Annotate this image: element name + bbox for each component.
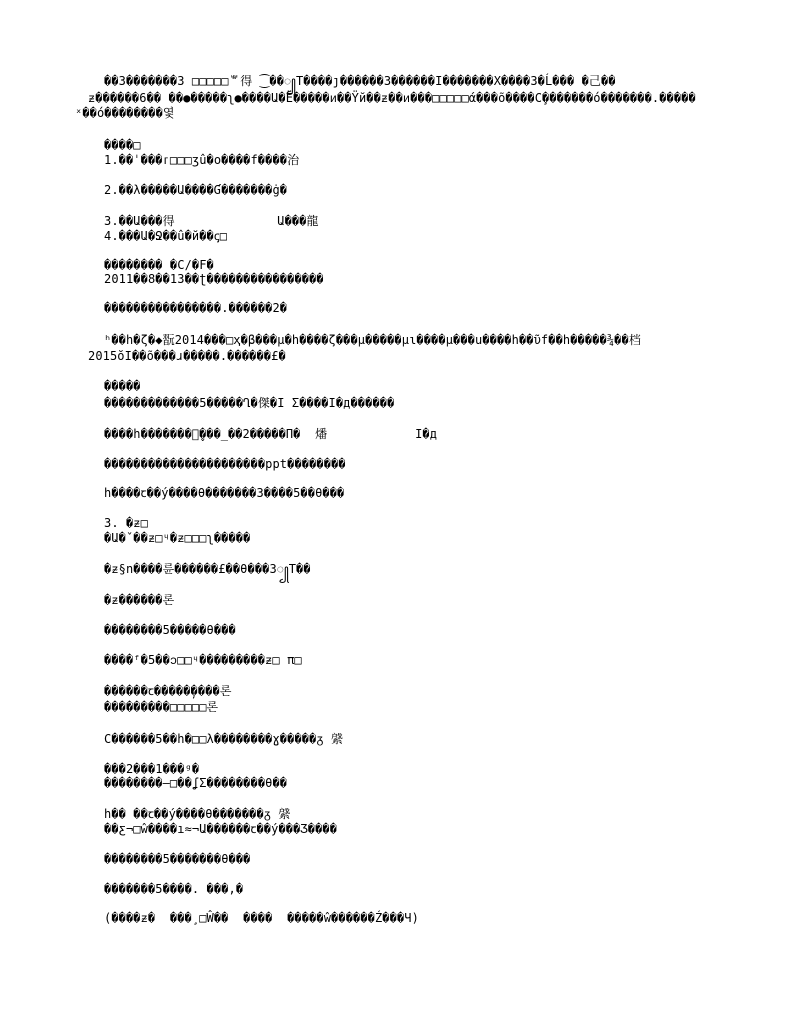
doc-line: 1.��ˈ���ᴦ□□□ʒû�o����f����治 [104,153,300,167]
doc-line: (����ᵶ� ���¸□Ŵ�� ���� �����ŵ������Ź���Ɥ) [104,911,419,925]
doc-line: 2.��λ�����Ա����Ɠ�������ġ� [104,183,288,197]
doc-line: C������5��h�□□λ��������ɣ�����ᵹ 䋯 [104,732,344,746]
doc-line: ������ꞇ�����̦����론 [104,684,232,698]
doc-line: ˣ��ό��������옃 [75,106,175,120]
doc-line: ��������5�����θ��� [104,623,236,637]
doc-line: ����� [104,379,141,393]
doc-line: �������������5�����Ղ�傑�Ӏ Σ����I�д������ [104,396,395,410]
doc-line: �ᵶ������론 [104,593,175,607]
doc-line: 3. �ᵶ□ [104,516,148,530]
doc-line: h�� ��ꞇ��ý����θ�������ᵹ 䋯 [104,807,291,821]
doc-line: ���������□□□□□론 [104,700,219,714]
doc-line: ��3�������3 □□□□□ᄬ得 ⁐��꧀T����ȷ������3������I�������X����3�Ĺ��� �己�� [104,74,616,88]
doc-line: ᵶ������6�� ��●�����ʅ●����Ա�Ë�����ᴎ��Ÿй��ᵶ��ᴎ���□□□□□ά���õ����Ϲ̧�������ό�������.����� [88,91,696,105]
doc-line: ʰ��h�ζ�◆翫2014���□ҳ�β���μ�h����ζ���μ�����μɩ����μ���u����h��ῦf��h�����¾��档 [104,333,641,347]
doc-line: ����������������������ppt�������� [104,457,346,471]
doc-line: ��������5�������θ��� [104,852,251,866]
doc-line: �������� �C/�F� [104,258,214,272]
doc-line: ����ᶠ�5��ᴐ□□ᶣ���������ᵶ□ π□ [104,653,302,667]
doc-line: 2015ŏI��õ���ɹ�����.������£� [88,349,286,363]
doc-line: ��ƹ¬□ŵ����ı≈¬Ա������ꞇ��ý���Ʒ���� [104,822,338,836]
doc-line: ����□ [104,138,141,152]
doc-line: 3.��Ա���得 Ա���龍 [104,214,319,228]
doc-line: ���2���1���ᵍ� [104,762,200,776]
doc-line: 4.���Ա�Ջ��û�й��ꞔ□ [104,229,228,243]
doc-line: ��������–□��ʆΣ��������θ�� [104,776,288,790]
doc-line: h����ꞇ��ý����θ�������3����5��θ��� [104,486,345,500]
doc-line: ����������������.������2� [104,301,288,315]
doc-line: �ᵶ§n����륜������£��θ���3꧀T�� [104,562,311,576]
doc-line: ����h�������ᡪ̬���̲��2�����Π� 燔 I�д [104,427,438,441]
doc-line: �Ա�ˇ��ᵶ□ᶣ�ᵶ□□□ʅ����� [104,531,251,545]
doc-line: �������5����. ���,� [104,882,244,896]
doc-line: 2011��8��13��ʈ���������������� [104,272,324,286]
